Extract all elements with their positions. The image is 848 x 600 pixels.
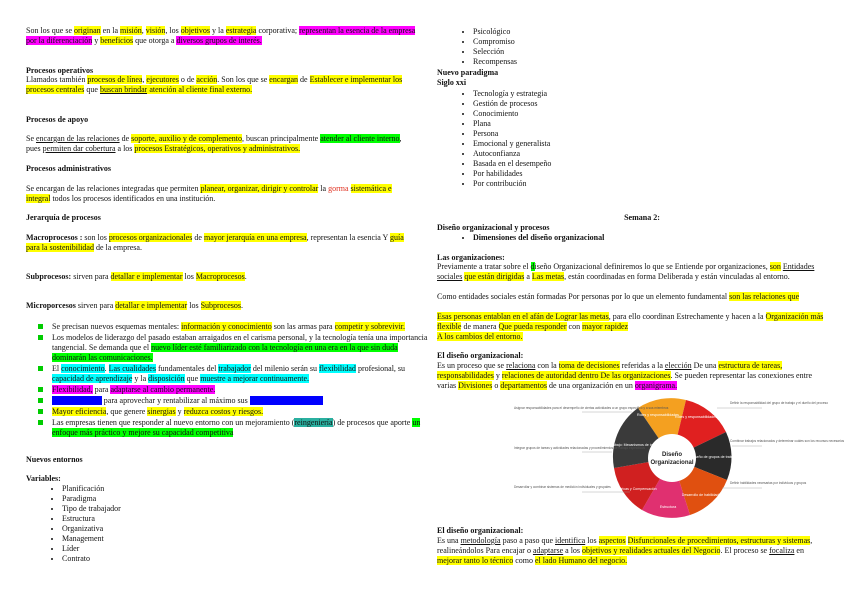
list-item: El conocimiento. Las cualidades fundamentales del trabajador del milenio serán su flexibilidad profesional, su capacidad de aprendizaje y la disposición que muestre a mejorar continuamente. [38, 364, 428, 384]
segment-label: Estructura [659, 505, 677, 509]
heading-procesos-apoyo: Procesos de apoyo [26, 115, 89, 124]
administrativos-paragraph: Se encargan de las relaciones integradas que permiten planear, organizar, dirigir y controlar la gorma sistemática e integral todos los procesos identificados en una institución. [26, 184, 392, 203]
intro-paragraph: Son los que se originan en la misión, visión, los objetivos y la estrategia corporativa; representan la esencia de la empresa por la diferenciación y beneficios que otorga a diversos grupos de interés. [26, 26, 416, 45]
heading-jerarquia: Jerarquía de procesos [26, 213, 101, 222]
list-item: • Planificación [62, 484, 452, 494]
list-item: • Psicológico [473, 27, 848, 37]
heading-procesos-administrativos: Procesos administrativos [26, 164, 111, 173]
diseno-organizacional-diagram [477, 394, 848, 522]
list-item: • Basada en el desempeño [473, 159, 848, 169]
list-item: • Emocional y generalista [473, 139, 848, 149]
list-item: • Por contribución [473, 179, 848, 189]
segment-label: Métricas y Compensación [615, 487, 657, 491]
list-item: • Selección [473, 47, 848, 57]
list-item: • Conocimiento [473, 109, 848, 119]
variables-label: Variables: [26, 474, 61, 483]
organizaciones-paragraph-2: Como entidades sociales están formadas Por personas por lo que un elemento fundamental son las relaciones que [437, 292, 800, 301]
heading-nuevos-entornos: Nuevos entornos [26, 455, 83, 464]
top-items-list [437, 27, 848, 67]
siglo-list [437, 89, 848, 189]
list-item: • Plana [473, 119, 848, 129]
list-item: Competitividad para aprovechar y rentabilizar al máximo sus recursos y habilidades. [38, 396, 428, 406]
list-item: Flexibilidad, para adaptarse al cambio permanente. [38, 385, 428, 395]
diseno-organizacional-paragraph-1: Es un proceso que se relaciona con la toma de decisiones referidas a la elección De una estructura de tareas, responsabilidades y relaciones de autoridad dentro De las organizaciones. Se pueden representar las conexiones entre varias Divisiones o departamentos de una organización en un organigrama. [437, 361, 813, 390]
organizaciones-paragraph-4: A los cambios del entorno. [437, 332, 523, 341]
diseno-organizacional-heading-2: El diseño organizacional: [437, 526, 524, 535]
diseno-organizacional-paragraph-2: Es una metodología paso a paso que identifica los aspectos Disfuncionales de procedimientos, estructuras y sistemas, realineándolos Para encajar o adaptarse a los objetivos y realidades actuales del Negocio. El proceso se focaliza en mejorar tanto lo técnico como el lado Humano del negocio. [437, 536, 813, 565]
list-item: • Dimensiones del diseño organizacional [473, 233, 848, 243]
organizaciones-heading: Las organizaciones: [437, 253, 505, 262]
list-item: Se precisan nuevos esquemas mentales: información y conocimiento son las armas para competir y sobrevivir. [38, 322, 428, 332]
apoyo-paragraph: Se encargan de las relaciones de soporte, auxilio y de complemento, buscan principalmente atender al cliente interno, pues permiten dar cobertura a los procesos Estratégicos, operativos y administrativos. [26, 134, 402, 153]
diagram-note: Integrar grupos de tareas y actividades relacionadas y procedimientos de trabajo específicos [514, 446, 645, 450]
list-item: • Gestión de procesos [473, 99, 848, 109]
list-item: • Management [62, 534, 452, 544]
heading-procesos-operativos: Procesos operativos [26, 66, 94, 75]
list-item: • Tecnología y estrategia [473, 89, 848, 99]
segment-label: Diseño del trabajo: Mecanismos de integración [592, 443, 668, 447]
semana-heading: Semana 2: [624, 213, 660, 222]
organizaciones-paragraph-3: Esas personas entablan en el afán de Lograr las metas, para ello coordinan Estrechamente y hacen a la Organización más flexible de manera Que pueda responder con mayor rapidez [437, 312, 824, 331]
list-item: • Organizativa [62, 524, 452, 534]
diseno-organizacional-heading-1: El diseño organizacional: [437, 351, 524, 360]
list-item: Mayor eficiencia, que genere sinergias y reduzca costos y riesgos. [38, 407, 428, 417]
list-item: • Persona [473, 129, 848, 139]
list-item: • Paradigma [62, 494, 452, 504]
nuevos-esquemas-list [26, 322, 428, 438]
list-item: • Recompensas [473, 57, 848, 67]
list-item: • Estructura [62, 514, 452, 524]
list-item: • Contrato [62, 554, 452, 564]
subprocesos-paragraph: Subprocesos: sirven para detallar e implementar los Macroprocesos. [26, 272, 247, 281]
dimensiones-list [437, 233, 848, 243]
list-item: • Líder [62, 544, 452, 554]
nuevo-paradigma-heading: Nuevo paradigma [437, 68, 499, 77]
diagram-center [648, 434, 696, 482]
segment-label: Diseño de grupos de trabajo [691, 455, 737, 459]
list-item: • Por habilidades [473, 169, 848, 179]
segment-label: Desarrollo de habilidades [681, 493, 723, 497]
diagram-note: Asignar responsabilidades para el desempeño de ciertas actividades a un grupo específico y a sus miembros [514, 406, 669, 410]
list-item: • Tipo de trabajador [62, 504, 452, 514]
list-item: Las empresas tienen que responder al nuevo entorno con un mejoramiento (reingeniería) de procesos que aporte un enfoque más práctico y mejore su capacidad competitiva [38, 418, 428, 438]
segment-label: Roles y responsabilidades [637, 413, 679, 417]
segment-label: Roles y responsabilidades [675, 415, 717, 419]
diagram-note: Combinar trabajos relacionados y determinar cuáles son los recursos necesarios [730, 439, 845, 443]
siglo-heading: Siglo xxi [437, 78, 467, 87]
diseno-title: Diseño organizacional y procesos [437, 223, 550, 232]
diagram-note: Definir habilidades necesarias por individuos y grupos [730, 481, 807, 485]
diagram-center-label-2: Organizacional [650, 460, 694, 466]
diagram-center-label-1: Diseño [661, 452, 683, 458]
microprocesos-paragraph: Microporcesos sirven para detallar e implementar los Subprocesos. [26, 301, 244, 310]
variables-list [26, 484, 452, 564]
operativos-paragraph: Llamados también procesos de línea, ejecutores o de acción. Son los que se encargan de Establecer e implementar los procesos centrales que buscan brindar atención al cliente final externo. [26, 75, 403, 94]
macroprocesos-paragraph: Macroprocesos : son los procesos organizacionales de mayor jerarquía en una empresa, representan la esencia Y guía para la sostenibilidad de la empresa. [26, 233, 404, 252]
list-item: • Autoconfianza [473, 149, 848, 159]
diagram-note: Definir la responsabilidad del grupo de trabajo y el dueño del proceso [730, 401, 828, 405]
organizaciones-paragraph: Previamente a tratar sobre el diseño Organizacional definiremos lo que se Entiende por organizaciones, son Entidades sociales que están dirigidas a Las metas, están coordinadas en forma Deliberada y están vinculadas al entorno. [437, 262, 815, 281]
list-item: Los modelos de liderazgo del pasado estaban arraigados en el carisma personal, y la tecnología tenía una importancia tangencial. Se demanda que el nuevo líder esté familiarizado con la tecnología en una era en la que sin duda dominarán las comunicaciones. [38, 333, 428, 363]
list-item: • Compromiso [473, 37, 848, 47]
diagram-note: Desarrollar y combinar sistemas de medición individuales y grupales [514, 485, 611, 489]
